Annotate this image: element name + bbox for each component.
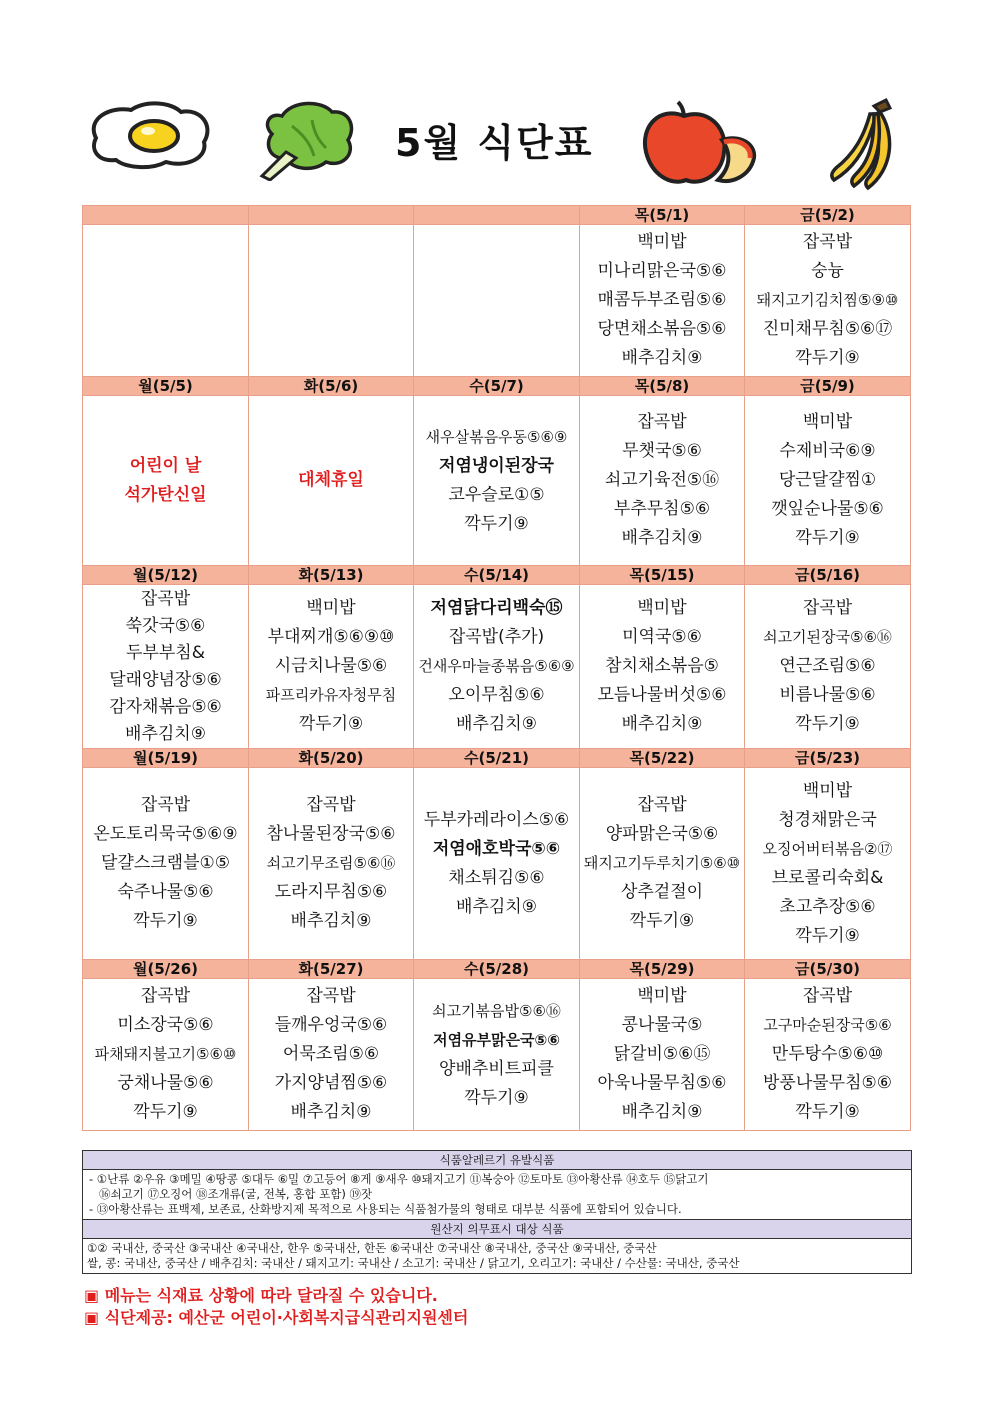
menu-cell — [580, 225, 745, 377]
menu-item: 잡곡밥 — [802, 598, 853, 618]
week-3-menu — [83, 585, 911, 749]
menu-item: 배추김치⑨ — [456, 714, 537, 734]
menu-item: 잡곡밥 — [637, 795, 687, 815]
menu-item: 잡곡밥 — [140, 986, 191, 1006]
week-3-header — [83, 566, 911, 585]
menu-item: 깍두기⑨ — [795, 348, 860, 368]
menu-item: 잡곡밥 — [637, 412, 687, 432]
menu-change-note: ▣ 메뉴는 식재료 상황에 따라 달라질 수 있습니다. — [84, 1286, 438, 1305]
day-label: 월(5/5) — [83, 377, 249, 396]
week-2-menu — [83, 396, 911, 566]
day-label: 월(5/19) — [83, 749, 249, 768]
menu-cell — [414, 979, 580, 1131]
menu-item: 깍두기⑨ — [629, 911, 695, 931]
day-label: 수(5/7) — [414, 377, 580, 396]
menu-item: 무챗국⑤⑥ — [622, 441, 702, 461]
menu-item: 달걀스크램블①⑤ — [100, 853, 230, 873]
menu-item: 콩나물국⑤ — [621, 1015, 703, 1035]
menu-item: 잡곡밥 — [306, 795, 356, 815]
menu-item: 숙주나물⑤⑥ — [117, 882, 214, 902]
menu-item: 당면채소볶음⑤⑥ — [597, 319, 727, 339]
menu-item: 백미밥 — [802, 780, 853, 801]
menu-item: 잡곡밥 — [802, 986, 853, 1006]
menu-item: 저염유부맑은국⑤⑥ — [433, 1030, 560, 1049]
week-5-header — [83, 960, 911, 979]
menu-item: 코우슬로①⑤ — [448, 484, 545, 505]
menu-cell — [745, 396, 911, 566]
origin-list — [83, 1239, 911, 1273]
menu-item: 미역국⑤⑥ — [622, 627, 702, 647]
menu-item: 어묵조림⑤⑥ — [282, 1044, 380, 1064]
menu-item: 미소장국⑤⑥ — [117, 1015, 214, 1035]
menu-item: 브로콜리숙회& — [771, 867, 884, 888]
menu-item: 배추김치⑨ — [290, 1102, 372, 1122]
menu-item: 배추김치⑨ — [621, 714, 703, 734]
menu-item: 백미밥 — [637, 598, 687, 618]
menu-item: 쇠고기육전⑤⑯ — [604, 470, 720, 490]
menu-table — [82, 205, 911, 1131]
menu-cell — [414, 768, 580, 960]
day-label: 금(5/9) — [745, 377, 911, 396]
menu-item: 오징어버터볶음②⑰ — [762, 839, 893, 858]
menu-item: 두부부침& — [126, 642, 205, 663]
menu-item: 저염애호박국⑤⑥ — [432, 838, 561, 859]
menu-cell — [249, 768, 414, 960]
menu-item: 궁채나물⑤⑥ — [117, 1073, 214, 1093]
menu-item: 고구마순된장국⑤⑥ — [763, 1016, 892, 1034]
day-label: 목(5/15) — [580, 566, 745, 585]
menu-cell — [414, 396, 580, 566]
menu-item: 새우살볶음우동⑤⑥⑨ — [425, 427, 568, 446]
day-label: 수(5/28) — [414, 960, 580, 979]
menu-cell — [249, 585, 414, 749]
menu-item: 만두탕수⑤⑥⑩ — [771, 1044, 884, 1064]
menu-item: 연근조림⑤⑥ — [779, 656, 876, 676]
menu-item: 배추김치⑨ — [621, 348, 703, 368]
holiday-label: 대체휴일 — [298, 470, 364, 490]
menu-item: 가지양념찜⑤⑥ — [274, 1073, 388, 1093]
allergy-note: - ⑬아황산류는 표백제, 보존료, 산화방지제 목적으로 사용되는 식품첨가물의 형태로 대부분 식품에 포함되어 있습니다. — [89, 1202, 682, 1216]
day-label: 수(5/14) — [414, 566, 580, 585]
menu-item: 감자채볶음⑤⑥ — [109, 696, 222, 717]
menu-item: 깍두기⑨ — [795, 528, 860, 548]
menu-item: 청경채맑은국 — [778, 809, 877, 830]
week-1-menu — [83, 225, 911, 377]
menu-item: 상추겉절이 — [620, 882, 704, 902]
day-label: 월(5/26) — [83, 960, 249, 979]
menu-cell — [580, 396, 745, 566]
week-4-header — [83, 749, 911, 768]
menu-item: 건새우마늘종볶음⑤⑥⑨ — [418, 657, 575, 675]
menu-cell — [745, 585, 911, 749]
allergy-list — [83, 1170, 911, 1219]
menu-item: 깍두기⑨ — [133, 911, 198, 931]
menu-item: 돼지고기김치찜⑤⑨⑩ — [756, 291, 899, 309]
menu-item: 저염냉이된장국 — [439, 455, 554, 476]
menu-item: 초고추장⑤⑥ — [779, 896, 876, 917]
day-label: 금(5/16) — [745, 566, 911, 585]
menu-cell — [414, 225, 580, 377]
menu-item: 잡곡밥 — [140, 795, 191, 815]
menu-item: 쑥갓국⑤⑥ — [125, 615, 206, 636]
holiday-label: 어린이 날 — [129, 455, 202, 476]
day-label: 화(5/13) — [249, 566, 414, 585]
menu-item: 배추김치⑨ — [125, 723, 206, 744]
day-label: 목(5/8) — [580, 377, 745, 396]
menu-cell — [745, 768, 911, 960]
menu-item: 돼지고기두루치기⑤⑥⑩ — [583, 854, 741, 872]
week-5-menu — [83, 979, 911, 1131]
menu-cell — [580, 585, 745, 749]
page-title: 5월 식단표 — [395, 121, 594, 165]
menu-cell — [745, 979, 911, 1131]
menu-cell — [745, 225, 911, 377]
menu-item: 도라지무침⑤⑥ — [274, 882, 388, 902]
menu-item: 부추무침⑤⑥ — [613, 499, 711, 519]
footer-notes — [84, 1285, 468, 1329]
menu-item: 매콤두부조림⑤⑥ — [597, 290, 727, 310]
week-1-header — [83, 206, 911, 225]
menu-item: 깍두기⑨ — [464, 1087, 529, 1108]
origin-line: 쌀, 콩: 국내산, 중국산 / 배추김치: 국내산 / 돼지고기: 국내산 / 소고기: 국내산 / 닭고기, 오리고기: 국내산 / 수산물: 국내산, 중국산 — [87, 1256, 740, 1270]
menu-item: 배추김치⑨ — [456, 896, 537, 917]
menu-item: 달래양념장⑤⑥ — [109, 669, 222, 690]
week-2-header — [83, 377, 911, 396]
menu-cell — [580, 768, 745, 960]
day-label: 화(5/27) — [249, 960, 414, 979]
day-label: 화(5/20) — [249, 749, 414, 768]
menu-cell — [414, 585, 580, 749]
menu-item: 백미밥 — [637, 232, 687, 252]
origin-heading: 원산지 의무표시 대상 식품 — [83, 1219, 911, 1239]
menu-item: 깍두기⑨ — [795, 1102, 860, 1122]
menu-cell — [249, 225, 414, 377]
menu-item: 잡곡밥 — [306, 986, 356, 1006]
menu-item: 배추김치⑨ — [621, 528, 703, 548]
menu-item: 진미채무침⑤⑥⑰ — [762, 319, 893, 339]
menu-item: 수제비국⑥⑨ — [779, 441, 876, 461]
menu-item: 참나물된장국⑤⑥ — [266, 824, 396, 844]
menu-cell — [580, 979, 745, 1131]
allergy-info-box — [82, 1150, 912, 1274]
menu-item: 백미밥 — [802, 412, 853, 432]
apple-icon — [640, 96, 760, 188]
menu-item: 배추김치⑨ — [290, 911, 372, 931]
provider-note: ▣ 식단제공: 예산군 어린이·사회복지급식관리지원센터 — [84, 1308, 469, 1327]
day-label — [83, 206, 249, 225]
menu-item: 깻잎순나물⑤⑥ — [771, 499, 884, 519]
allergy-heading: 식품알레르기 유발식품 — [83, 1151, 911, 1170]
menu-cell — [83, 396, 249, 566]
menu-item: 쇠고기무조림⑤⑥⑯ — [266, 854, 396, 872]
lettuce-icon — [252, 96, 357, 181]
menu-item: 깍두기⑨ — [133, 1102, 198, 1122]
day-label: 목(5/22) — [580, 749, 745, 768]
menu-item: 시금치나물⑤⑥ — [274, 656, 388, 676]
menu-cell — [83, 768, 249, 960]
menu-item: 비름나물⑤⑥ — [779, 685, 876, 705]
menu-item: 쇠고기볶음밥⑤⑥⑯ — [432, 1001, 561, 1020]
menu-item: 오이무침⑤⑥ — [448, 685, 545, 705]
allergy-line: - ①난류 ②우유 ③메밀 ④땅콩 ⑤대두 ⑥밀 ⑦고등어 ⑧게 ⑨새우 ⑩돼지고기 ⑪복숭아 ⑫토마토 ⑬아황산류 ⑭호두 ⑮닭고기 — [89, 1172, 709, 1186]
menu-item: 파프리카유자청무침 — [265, 686, 397, 704]
menu-item: 쇠고기된장국⑤⑥⑯ — [763, 628, 892, 646]
day-label: 화(5/6) — [249, 377, 414, 396]
menu-item: 채소튀김⑤⑥ — [448, 867, 545, 888]
menu-item: 닭갈비⑤⑥⑮ — [613, 1044, 711, 1064]
day-label — [414, 206, 580, 225]
menu-item: 깍두기⑨ — [795, 714, 860, 734]
day-label: 월(5/12) — [83, 566, 249, 585]
menu-item: 깍두기⑨ — [795, 925, 860, 946]
menu-item: 들깨우엉국⑤⑥ — [274, 1015, 388, 1035]
menu-item: 숭늉 — [811, 261, 844, 281]
menu-item: 부대찌개⑤⑥⑨⑩ — [267, 627, 395, 647]
menu-cell — [249, 396, 414, 566]
menu-item: 모듬나물버섯⑤⑥ — [597, 685, 727, 705]
day-label: 수(5/21) — [414, 749, 580, 768]
allergy-line: ⑯쇠고기 ⑰오징어 ⑱조개류(굴, 전복, 홍합 포함) ⑲잣 — [99, 1187, 373, 1201]
day-label: 금(5/23) — [745, 749, 911, 768]
menu-item: 참치채소볶음⑤ — [605, 656, 719, 676]
holiday-label: 석가탄신일 — [124, 484, 207, 505]
menu-item: 양파맑은국⑤⑥ — [605, 824, 719, 844]
menu-cell — [83, 585, 249, 749]
menu-cell — [83, 225, 249, 377]
menu-item: 아욱나물무침⑤⑥ — [597, 1073, 727, 1093]
origin-line: ①② 국내산, 중국산 ③국내산 ④국내산, 한우 ⑤국내산, 한돈 ⑥국내산 ⑦국내산 ⑧국내산, 중국산 ⑨국내산, 중국산 — [87, 1241, 657, 1255]
menu-item: 깍두기⑨ — [298, 714, 364, 734]
menu-item: 잡곡밥 — [140, 588, 191, 609]
menu-item: 백미밥 — [637, 986, 687, 1006]
menu-item: 양배추비트피클 — [439, 1058, 554, 1079]
banana-icon — [820, 96, 912, 194]
day-label: 금(5/30) — [745, 960, 911, 979]
menu-item: 백미밥 — [306, 598, 356, 618]
menu-cell — [83, 979, 249, 1131]
menu-item: 방풍나물무침⑤⑥ — [762, 1073, 892, 1093]
day-label — [249, 206, 414, 225]
day-label: 목(5/1) — [580, 206, 745, 225]
week-4-menu — [83, 768, 911, 960]
day-label: 금(5/2) — [745, 206, 911, 225]
menu-item: 온도토리묵국⑤⑥⑨ — [93, 824, 238, 844]
fried-egg-icon — [86, 98, 216, 170]
menu-item: 저염닭다리백숙⑮ — [430, 598, 563, 618]
menu-item: 잡곡밥 — [802, 232, 853, 252]
menu-cell — [249, 979, 414, 1131]
menu-item: 당근달걀찜① — [778, 470, 877, 490]
menu-item: 배추김치⑨ — [621, 1102, 703, 1122]
menu-item: 깍두기⑨ — [464, 513, 529, 534]
menu-item: 두부카레라이스⑤⑥ — [423, 809, 570, 830]
day-label: 목(5/29) — [580, 960, 745, 979]
menu-item: 파채돼지불고기⑤⑥⑩ — [94, 1045, 237, 1063]
menu-item: 미나리맑은국⑤⑥ — [597, 261, 727, 281]
menu-item: 잡곡밥(추가) — [448, 627, 545, 647]
